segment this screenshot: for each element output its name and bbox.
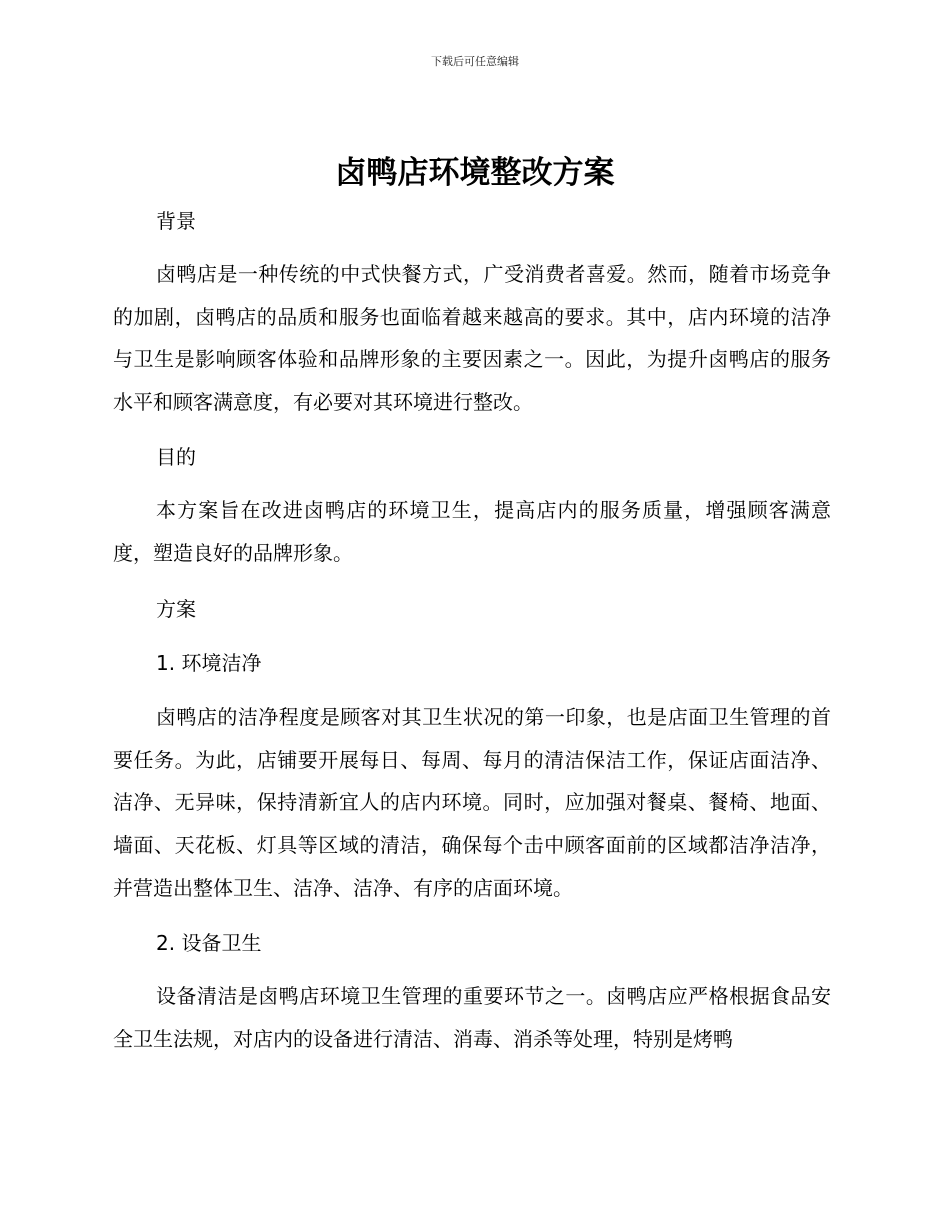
item2-section — [113, 928, 831, 958]
background-paragraph-block — [113, 253, 831, 424]
background-heading: 背景 — [156, 209, 196, 233]
purpose-section — [113, 442, 831, 472]
item2-heading: 2. 设备卫生 — [156, 931, 262, 955]
purpose-heading: 目的 — [156, 445, 196, 469]
item1-heading: 1. 环境洁净 — [156, 651, 262, 675]
page-header-note: 下载后可任意编辑 — [431, 55, 519, 68]
purpose-paragraph: 本方案旨在改进卤鸭店的环境卫生，提高店内的服务质量，增强顾客满意度，塑造良好的品牌形象。 — [113, 498, 831, 565]
background-section — [113, 206, 831, 236]
background-paragraph: 卤鸭店是一种传统的中式快餐方式，广受消费者喜爱。然而，随着市场竞争的加剧，卤鸭店的品质和服务也面临着越来越高的要求。其中，店内环境的洁净与卫生是影响顾客体验和品牌形象的主要因素之一。因此，为提升卤鸭店的服务水平和顾客满意度，有必要对其环境进行整改。 — [113, 262, 831, 415]
item1-paragraph-block — [113, 696, 831, 910]
item2-paragraph: 设备清洁是卤鸭店环境卫生管理的重要环节之一。卤鸭店应严格根据食品安全卫生法规，对店内的设备进行清洁、消毒、消杀等处理，特别是烤鸭 — [113, 984, 831, 1051]
document-title: 卤鸭店环境整改方案 — [335, 155, 615, 191]
plan-heading: 方案 — [156, 597, 196, 621]
purpose-paragraph-block — [113, 489, 831, 574]
item2-paragraph-block — [113, 975, 831, 1060]
item1-section — [113, 648, 831, 678]
plan-section — [113, 594, 831, 624]
item1-paragraph: 卤鸭店的洁净程度是顾客对其卫生状况的第一印象，也是店面卫生管理的首要任务。为此，店铺要开展每日、每周、每月的清洁保洁工作，保证店面洁净、洁净、无异味，保持清新宜人的店内环境。同时，应加强对餐桌、餐椅、地面、墙面、天花板、灯具等区域的清洁，确保每个击中顾客面前的区域都洁净洁净，并营造出整体卫生、洁净、洁净、有序的店面环境。 — [113, 705, 831, 900]
